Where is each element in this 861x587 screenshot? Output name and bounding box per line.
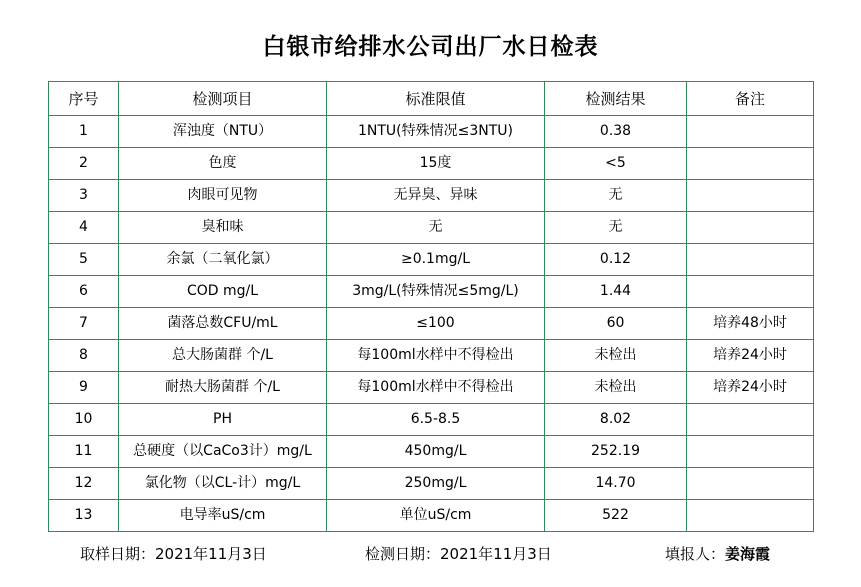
cell-no: 6: [49, 276, 119, 308]
cell-no: 8: [49, 340, 119, 372]
cell-result: 0.38: [545, 116, 687, 148]
table-header: [49, 82, 814, 116]
cell-result: 14.70: [545, 468, 687, 500]
column-header-limit: 标准限值: [327, 82, 545, 116]
cell-limit: 无: [327, 212, 545, 244]
table-row: [49, 180, 814, 212]
cell-limit: 每100ml水样中不得检出: [327, 340, 545, 372]
cell-item: 臭和味: [119, 212, 327, 244]
cell-limit: 每100ml水样中不得检出: [327, 372, 545, 404]
cell-item: 总硬度（以CaCo3计）mg/L: [119, 436, 327, 468]
cell-remark: [687, 244, 814, 276]
cell-remark: [687, 276, 814, 308]
table-row: [49, 340, 814, 372]
column-header-item: 检测项目: [119, 82, 327, 116]
column-header-result: 检测结果: [545, 82, 687, 116]
cell-item: 耐热大肠菌群 个/L: [119, 372, 327, 404]
cell-remark: [687, 212, 814, 244]
table-row: [49, 436, 814, 468]
cell-no: 3: [49, 180, 119, 212]
cell-no: 4: [49, 212, 119, 244]
cell-remark: [687, 404, 814, 436]
cell-limit: 1NTU(特殊情况≤3NTU): [327, 116, 545, 148]
table-header-row: [49, 82, 814, 116]
table-body: [49, 116, 814, 532]
cell-result: 无: [545, 180, 687, 212]
cell-no: 5: [49, 244, 119, 276]
cell-limit: 450mg/L: [327, 436, 545, 468]
cell-result: 0.12: [545, 244, 687, 276]
cell-result: 1.44: [545, 276, 687, 308]
cell-limit: ≤100: [327, 308, 545, 340]
cell-remark: [687, 116, 814, 148]
cell-remark: [687, 148, 814, 180]
cell-remark: [687, 180, 814, 212]
cell-limit: 无异臭、异味: [327, 180, 545, 212]
cell-result: 未检出: [545, 372, 687, 404]
cell-remark: [687, 500, 814, 532]
cell-no: 10: [49, 404, 119, 436]
cell-result: 252.19: [545, 436, 687, 468]
cell-limit: 15度: [327, 148, 545, 180]
cell-item: COD mg/L: [119, 276, 327, 308]
cell-limit: 单位uS/cm: [327, 500, 545, 532]
cell-item: 浑浊度（NTU）: [119, 116, 327, 148]
reporter: [665, 543, 813, 564]
testing-date: 检测日期：2021年11月3日: [365, 545, 552, 563]
report-footer: [48, 543, 813, 564]
column-header-remark: 备注: [687, 82, 814, 116]
cell-item: 余氯（二氧化氯）: [119, 244, 327, 276]
cell-item: PH: [119, 404, 327, 436]
cell-item: 总大肠菌群 个/L: [119, 340, 327, 372]
table-row: [49, 468, 814, 500]
cell-remark: [687, 436, 814, 468]
water-quality-table: [48, 81, 814, 532]
cell-result: 8.02: [545, 404, 687, 436]
table-row: [49, 372, 814, 404]
cell-limit: ≥0.1mg/L: [327, 244, 545, 276]
cell-remark: 培养24小时: [687, 372, 814, 404]
cell-limit: 6.5-8.5: [327, 404, 545, 436]
cell-result: 未检出: [545, 340, 687, 372]
cell-remark: 培养24小时: [687, 340, 814, 372]
cell-no: 2: [49, 148, 119, 180]
table-row: [49, 308, 814, 340]
cell-result: 60: [545, 308, 687, 340]
page-title: 白银市给排水公司出厂水日检表: [262, 34, 599, 60]
cell-item: 电导率uS/cm: [119, 500, 327, 532]
table-row: [49, 500, 814, 532]
table-row: [49, 148, 814, 180]
cell-no: 7: [49, 308, 119, 340]
cell-limit: 3mg/L(特殊情况≤5mg/L): [327, 276, 545, 308]
reporter-label: 填报人：: [665, 545, 726, 563]
cell-no: 1: [49, 116, 119, 148]
cell-no: 11: [49, 436, 119, 468]
cell-remark: 培养48小时: [687, 308, 814, 340]
table-row: [49, 116, 814, 148]
cell-no: 12: [49, 468, 119, 500]
cell-no: 9: [49, 372, 119, 404]
cell-remark: [687, 468, 814, 500]
table-row: [49, 404, 814, 436]
cell-limit: 250mg/L: [327, 468, 545, 500]
sampling-date: 取样日期：2021年11月3日: [80, 545, 267, 563]
cell-item: 色度: [119, 148, 327, 180]
table-row: [49, 276, 814, 308]
cell-result: 无: [545, 212, 687, 244]
table-row: [49, 212, 814, 244]
column-header-no: 序号: [49, 82, 119, 116]
cell-item: 菌落总数CFU/mL: [119, 308, 327, 340]
reporter-name: 姜海霞: [725, 545, 771, 563]
cell-result: <5: [545, 148, 687, 180]
table-row: [49, 244, 814, 276]
cell-item: 氯化物（以CL-计）mg/L: [119, 468, 327, 500]
cell-result: 522: [545, 500, 687, 532]
cell-item: 肉眼可见物: [119, 180, 327, 212]
cell-no: 13: [49, 500, 119, 532]
